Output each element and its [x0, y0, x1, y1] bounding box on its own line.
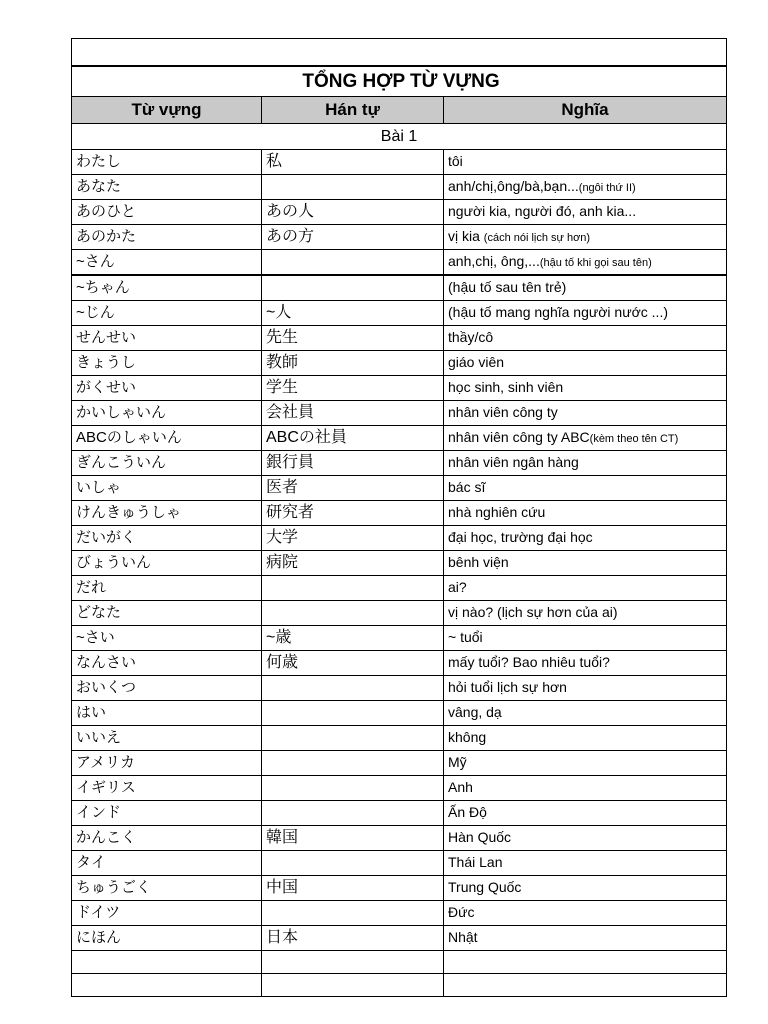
vocab-meaning-cell — [444, 601, 727, 626]
vocab-kana-cell: けんきゅうしゃ — [72, 501, 262, 526]
vocab-meaning-cell — [444, 301, 727, 326]
vocab-kanji-cell: 会社員 — [262, 401, 444, 426]
header-han-tu: Hán tự — [262, 97, 444, 124]
vocab-kanji-cell — [262, 974, 444, 997]
vocab-kana-cell: どなた — [72, 601, 262, 626]
vocabulary-table — [71, 38, 727, 997]
table-row — [72, 926, 727, 951]
table-row — [72, 426, 727, 451]
meaning-text: anh/chị,ông/bà,bạn... — [448, 178, 579, 194]
vocab-kanji-cell — [262, 175, 444, 200]
vocab-kanji-cell — [262, 801, 444, 826]
header-tu-vung: Từ vựng — [72, 97, 262, 124]
vocab-meaning-cell — [444, 776, 727, 801]
meaning-text: Trung Quốc — [448, 879, 522, 895]
table-row — [72, 751, 727, 776]
vocab-meaning-cell — [444, 250, 727, 276]
vocab-kanji-cell: 教師 — [262, 351, 444, 376]
table-row — [72, 851, 727, 876]
vocab-kana-cell: いしゃ — [72, 476, 262, 501]
vocab-meaning-cell — [444, 926, 727, 951]
vocab-kanji-cell: 研究者 — [262, 501, 444, 526]
table-row — [72, 501, 727, 526]
meaning-text: (hậu tố sau tên trẻ) — [448, 279, 567, 295]
vocab-kana-cell: かいしゃいん — [72, 401, 262, 426]
vocab-kana-cell: かんこく — [72, 826, 262, 851]
vocab-kana-cell: きょうし — [72, 351, 262, 376]
table-row — [72, 901, 727, 926]
vocab-kana-cell: ABCのしゃいん — [72, 426, 262, 451]
meaning-note: (hậu tố khi gọi sau tên) — [539, 257, 652, 269]
meaning-text: bênh viện — [448, 554, 509, 570]
meaning-text: bác sĩ — [448, 479, 486, 495]
vocab-kanji-cell — [262, 851, 444, 876]
vocab-meaning-cell — [444, 376, 727, 401]
table-row — [72, 651, 727, 676]
table-row — [72, 275, 727, 301]
table-row — [72, 601, 727, 626]
vocab-kanji-cell: 学生 — [262, 376, 444, 401]
vocab-kana-cell: あのひと — [72, 200, 262, 225]
vocab-kana-cell: タイ — [72, 851, 262, 876]
vocab-meaning-cell — [444, 501, 727, 526]
meaning-text: Nhật — [448, 929, 478, 945]
meaning-text: vị kia — [448, 228, 484, 244]
vocab-kana-cell: インド — [72, 801, 262, 826]
table-row — [72, 951, 727, 974]
vocab-meaning-cell — [444, 901, 727, 926]
table-row — [72, 451, 727, 476]
vocab-meaning-cell — [444, 876, 727, 901]
meaning-text: ~ tuổi — [448, 629, 483, 645]
vocab-kanji-cell: あの方 — [262, 225, 444, 250]
meaning-text: Ấn Độ — [448, 804, 487, 820]
vocab-kanji-cell — [262, 726, 444, 751]
page-title: TỔNG HỢP TỪ VỰNG — [72, 66, 727, 97]
vocab-kana-cell: だれ — [72, 576, 262, 601]
table-row — [72, 676, 727, 701]
meaning-note: (cách nói lịch sự hơn) — [483, 232, 591, 244]
vocab-meaning-cell — [444, 701, 727, 726]
vocab-kanji-cell: 日本 — [262, 926, 444, 951]
table-row — [72, 376, 727, 401]
vocab-kana-cell: わたし — [72, 150, 262, 175]
meaning-text: Hàn Quốc — [448, 829, 512, 845]
meaning-text: ai? — [448, 579, 467, 595]
vocab-kanji-cell: ~歳 — [262, 626, 444, 651]
vocab-kanji-cell: 大学 — [262, 526, 444, 551]
vocab-meaning-cell — [444, 326, 727, 351]
vocab-meaning-cell — [444, 726, 727, 751]
title-row — [72, 66, 727, 97]
meaning-text: vâng, dạ — [448, 704, 502, 720]
header-nghia: Nghĩa — [444, 97, 727, 124]
meaning-text: giáo viên — [448, 354, 505, 370]
table-row — [72, 876, 727, 901]
vocab-meaning-cell — [444, 175, 727, 200]
meaning-note: (kèm theo tên CT) — [589, 433, 679, 445]
meaning-text: Anh — [448, 779, 473, 795]
vocab-meaning-cell — [444, 651, 727, 676]
vocab-kanji-cell: 病院 — [262, 551, 444, 576]
vocab-kana-cell: ~さん — [72, 250, 262, 276]
meaning-text: Mỹ — [448, 754, 467, 770]
vocab-kanji-cell: ABCの社員 — [262, 426, 444, 451]
table-row — [72, 526, 727, 551]
table-row — [72, 301, 727, 326]
table-row — [72, 826, 727, 851]
vocab-kanji-cell: 先生 — [262, 326, 444, 351]
meaning-text: nhân viên công ty — [448, 404, 558, 420]
header-row — [72, 97, 727, 124]
table-row — [72, 401, 727, 426]
vocab-meaning-cell — [444, 351, 727, 376]
vocab-kana-cell: ~じん — [72, 301, 262, 326]
vocab-kana-cell: ちゅうごく — [72, 876, 262, 901]
vocab-kana-cell: ドイツ — [72, 901, 262, 926]
table-row — [72, 576, 727, 601]
vocab-kana-cell: びょういん — [72, 551, 262, 576]
vocab-kana-cell: せんせい — [72, 326, 262, 351]
meaning-text: đại học, trường đại học — [448, 529, 593, 545]
meaning-text: nhân viên ngân hàng — [448, 454, 579, 470]
vocab-meaning-cell — [444, 551, 727, 576]
meaning-note: (ngôi thứ II) — [578, 182, 636, 194]
vocab-meaning-cell — [444, 150, 727, 175]
vocab-kana-cell: いいえ — [72, 726, 262, 751]
blank-cell — [72, 39, 727, 67]
vocab-meaning-cell — [444, 275, 727, 301]
vocab-kana-cell: にほん — [72, 926, 262, 951]
table-row — [72, 326, 727, 351]
vocab-meaning-cell — [444, 801, 727, 826]
meaning-text: Thái Lan — [448, 854, 503, 870]
vocab-kana-cell — [72, 951, 262, 974]
vocab-kana-cell: アメリカ — [72, 751, 262, 776]
blank-top-row — [72, 39, 727, 67]
vocab-meaning-cell — [444, 451, 727, 476]
vocab-kanji-cell: 韓国 — [262, 826, 444, 851]
vocab-meaning-cell — [444, 626, 727, 651]
vocab-kanji-cell — [262, 951, 444, 974]
vocab-kana-cell: あなた — [72, 175, 262, 200]
vocab-kanji-cell — [262, 601, 444, 626]
table-row — [72, 150, 727, 175]
table-row — [72, 551, 727, 576]
meaning-text: anh,chị, ông,... — [448, 253, 540, 269]
vocab-kanji-cell: 銀行員 — [262, 451, 444, 476]
table-row — [72, 726, 727, 751]
vocab-meaning-cell — [444, 526, 727, 551]
vocab-kanji-cell: 医者 — [262, 476, 444, 501]
meaning-text: người kia, người đó, anh kia... — [448, 203, 637, 219]
table-row — [72, 801, 727, 826]
vocab-meaning-cell — [444, 476, 727, 501]
vocab-kana-cell: イギリス — [72, 776, 262, 801]
meaning-text: hỏi tuổi lịch sự hơn — [448, 679, 567, 695]
vocab-meaning-cell — [444, 851, 727, 876]
vocab-kana-cell: だいがく — [72, 526, 262, 551]
table-row — [72, 476, 727, 501]
table-row — [72, 974, 727, 997]
vocab-meaning-cell — [444, 751, 727, 776]
vocab-kana-cell: なんさい — [72, 651, 262, 676]
meaning-text: thầy/cô — [448, 329, 494, 345]
vocab-meaning-cell — [444, 974, 727, 997]
vocab-kanji-cell — [262, 776, 444, 801]
vocab-kana-cell: はい — [72, 701, 262, 726]
vocab-kana-cell: あのかた — [72, 225, 262, 250]
vocab-meaning-cell — [444, 225, 727, 250]
meaning-text: vị nào? (lịch sự hơn của ai) — [448, 604, 618, 620]
table-row — [72, 250, 727, 276]
meaning-text: Đức — [448, 904, 475, 920]
vocab-kanji-cell: 私 — [262, 150, 444, 175]
table-row — [72, 626, 727, 651]
vocab-kanji-cell — [262, 576, 444, 601]
meaning-text: nhà nghiên cứu — [448, 504, 546, 520]
vocab-kanji-cell — [262, 701, 444, 726]
vocab-kana-cell: がくせい — [72, 376, 262, 401]
meaning-text: (hậu tố mang nghĩa người nước ...) — [448, 304, 668, 320]
vocab-meaning-cell — [444, 676, 727, 701]
vocab-kanji-cell: 中国 — [262, 876, 444, 901]
vocab-kanji-cell — [262, 751, 444, 776]
vocab-kana-cell: ~ちゃん — [72, 275, 262, 301]
vocab-kanji-cell: ~人 — [262, 301, 444, 326]
vocab-kanji-cell — [262, 676, 444, 701]
meaning-text: học sinh, sinh viên — [448, 379, 564, 395]
vocab-meaning-cell — [444, 426, 727, 451]
meaning-text: mấy tuổi? Bao nhiêu tuổi? — [448, 654, 610, 670]
table-row — [72, 351, 727, 376]
table-row — [72, 225, 727, 250]
vocab-kana-cell: ぎんこういん — [72, 451, 262, 476]
table-row — [72, 701, 727, 726]
table-row — [72, 200, 727, 225]
meaning-text: tôi — [448, 153, 463, 169]
meaning-text: không — [448, 729, 487, 745]
vocab-kana-cell: おいくつ — [72, 676, 262, 701]
vocab-meaning-cell — [444, 576, 727, 601]
table-row — [72, 175, 727, 200]
vocab-meaning-cell — [444, 826, 727, 851]
vocab-kanji-cell: あの人 — [262, 200, 444, 225]
vocab-kanji-cell — [262, 901, 444, 926]
lesson-row — [72, 124, 727, 150]
vocab-kanji-cell — [262, 275, 444, 301]
lesson-label: Bài 1 — [72, 124, 727, 150]
vocab-kana-cell — [72, 974, 262, 997]
vocab-kanji-cell — [262, 250, 444, 276]
vocab-kana-cell: ~さい — [72, 626, 262, 651]
meaning-text: nhân viên công ty ABC — [448, 429, 590, 445]
vocab-kanji-cell: 何歳 — [262, 651, 444, 676]
vocab-meaning-cell — [444, 401, 727, 426]
vocab-meaning-cell — [444, 951, 727, 974]
table-row — [72, 776, 727, 801]
vocab-meaning-cell — [444, 200, 727, 225]
